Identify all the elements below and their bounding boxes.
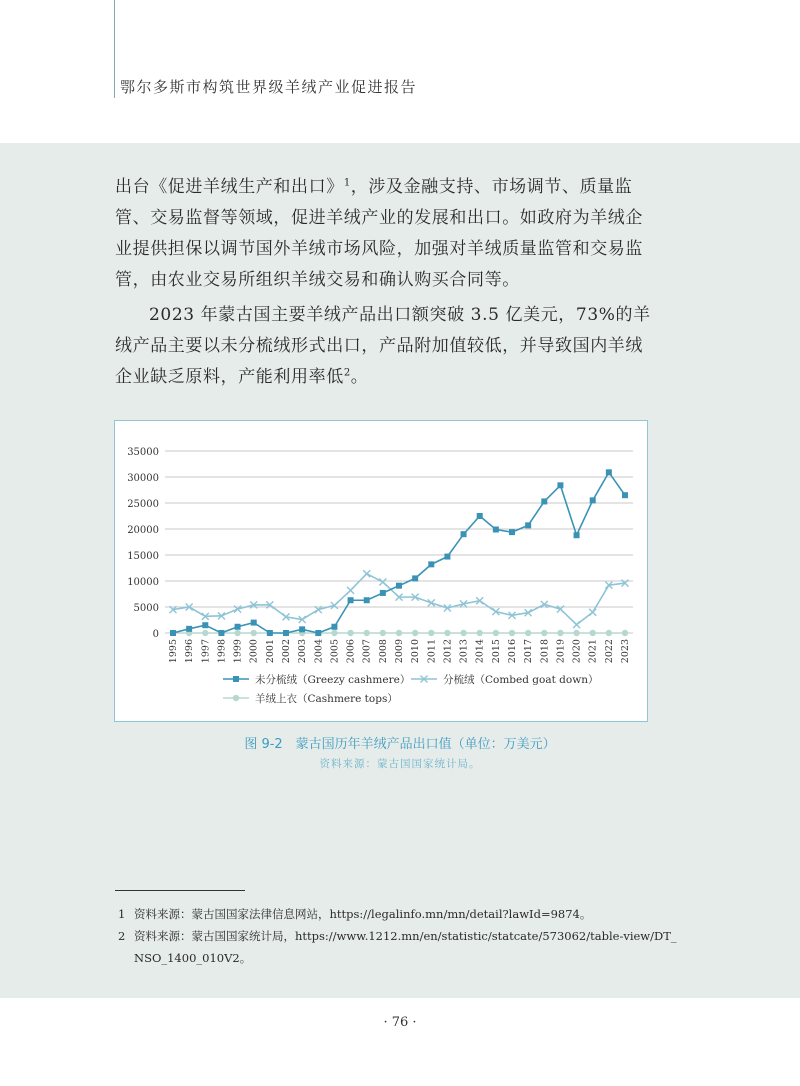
x-tick-label: 1998	[216, 639, 228, 664]
legend-swatch-marker	[233, 695, 239, 701]
x-tick-label: 2019	[555, 639, 567, 664]
x-tick-label: 1996	[184, 639, 196, 664]
series-2-point	[460, 630, 466, 636]
footnote-1-number: 1	[118, 907, 126, 921]
figure-source: 资料来源：蒙古国国家统计局。	[319, 758, 481, 770]
series-2-point	[412, 630, 418, 636]
y-tick-label: 0	[152, 629, 159, 640]
series-0-point	[461, 531, 467, 537]
x-tick-label: 2008	[377, 639, 389, 664]
footnote-2-number: 2	[118, 929, 126, 943]
series-2-point	[509, 630, 515, 636]
x-tick-label: 2001	[264, 639, 276, 664]
series-2-point	[347, 630, 353, 636]
paragraph-2	[115, 300, 660, 393]
series-2-point	[493, 630, 499, 636]
legend-label: 羊绒上衣（Cashmere tops）	[255, 693, 398, 705]
y-tick-label: 35000	[127, 447, 159, 458]
x-tick-label: 2000	[248, 639, 260, 664]
series-0-point	[170, 630, 176, 636]
legend-label: 分梳绒（Combed goat down）	[443, 674, 599, 686]
series-1-point	[379, 579, 386, 586]
series-0-point	[235, 624, 241, 630]
x-tick-label: 2009	[394, 639, 405, 664]
series-0-point	[606, 469, 612, 475]
series-0-point	[299, 626, 305, 632]
footnote-ref-2[interactable]: 2	[343, 367, 351, 379]
y-tick-label: 30000	[127, 473, 159, 484]
series-0-point	[267, 630, 273, 636]
paragraph-2-text: 2023 年蒙古国主要羊绒产品出口额突破 3.5 亿美元，73%的羊绒产品主要以未分梳绒形式出口，产品附加值较低，并导致国内羊绒企业缺乏原料，产能利用率低	[115, 305, 651, 387]
series-0-point	[557, 482, 563, 488]
series-0-point	[525, 522, 531, 528]
x-tick-label: 2016	[507, 639, 518, 664]
x-tick-label: 2003	[297, 639, 309, 664]
figure-caption: 图 9-2 蒙古国历年羊绒产品出口值（单位：万美元）	[244, 737, 556, 752]
line-chart	[115, 421, 647, 721]
series-0-point	[412, 575, 418, 581]
x-tick-label: 1995	[168, 639, 179, 664]
series-2-point	[477, 630, 483, 636]
series-0-point	[315, 630, 321, 636]
series-0-point	[574, 532, 580, 538]
x-tick-label: 2017	[523, 639, 535, 664]
running-header-title: 鄂尔多斯市构筑世界级羊绒产业促进报告	[120, 78, 418, 96]
footnote-2-text: 资料来源：蒙古国国家统计局，https://www.1212.mn/en/statistic/statcate/573062/table-view/DT_	[134, 929, 677, 943]
series-0-point	[444, 554, 450, 560]
series-2-point	[396, 630, 402, 636]
series-0-point	[493, 527, 499, 533]
paragraph-1	[115, 172, 660, 296]
y-tick-label: 20000	[127, 525, 159, 536]
footnote-ref-1[interactable]: 1	[343, 177, 351, 189]
x-tick-label: 2014	[474, 639, 486, 664]
series-2-point	[590, 630, 596, 636]
series-2-point	[541, 630, 547, 636]
series-2-point	[251, 630, 257, 636]
footnote-2	[118, 925, 678, 969]
series-2-point	[525, 630, 531, 636]
x-tick-label: 2006	[345, 639, 357, 664]
x-tick-label: 2013	[458, 639, 470, 664]
series-0-point	[218, 630, 224, 636]
series-0-point	[364, 597, 370, 603]
series-2-point	[331, 630, 337, 636]
x-tick-label: 2022	[603, 639, 615, 664]
series-1-point	[573, 621, 580, 628]
x-tick-label: 2023	[620, 639, 631, 664]
y-tick-label: 5000	[133, 603, 159, 614]
x-tick-label: 2018	[539, 639, 551, 664]
x-tick-label: 2012	[442, 639, 454, 664]
series-0-point	[590, 497, 596, 503]
series-0-point	[477, 513, 483, 519]
header-rule	[114, 0, 115, 98]
series-0-point	[251, 620, 257, 626]
series-0-point	[331, 624, 337, 630]
series-1-point	[589, 609, 596, 616]
series-0-point	[622, 492, 628, 498]
series-2-point	[444, 630, 450, 636]
series-1-point	[347, 587, 354, 594]
footnote-rule	[115, 890, 245, 891]
series-2-point	[202, 630, 208, 636]
legend-swatch-marker	[233, 676, 239, 682]
x-tick-label: 2011	[426, 639, 438, 664]
y-tick-label: 25000	[127, 499, 159, 510]
x-tick-label: 2010	[410, 639, 422, 664]
series-2-point	[428, 630, 434, 636]
series-1-point	[363, 570, 370, 577]
legend-label: 未分梳绒（Greezy cashmere）	[255, 674, 411, 686]
series-0-point	[283, 630, 289, 636]
series-0-point	[396, 583, 402, 589]
x-tick-label: 1997	[200, 639, 212, 664]
paragraph-2-end: 。	[350, 367, 369, 387]
x-tick-label: 2021	[587, 639, 599, 664]
series-0-point	[186, 626, 192, 632]
series-0-point	[509, 529, 515, 535]
series-2-point	[364, 630, 370, 636]
series-0-point	[202, 622, 208, 628]
paragraph-1-rest: ，涉及金融支持、市场调节、质量监管、交易监督等领域，促进羊绒产业的发展和出口。如政府为羊绒企业提供担保以调节国外羊绒市场风险，加强对羊绒质量监管和交易监管，由农业交易所组织羊绒交易和确认购买合同等。	[115, 177, 643, 290]
y-tick-label: 15000	[127, 551, 159, 562]
series-2-point	[622, 630, 628, 636]
series-2-point	[606, 630, 612, 636]
series-2-point	[557, 630, 563, 636]
page-number: · 76 ·	[383, 1015, 417, 1030]
series-0-point	[541, 498, 547, 504]
footnote-1	[118, 903, 678, 925]
chart-container	[114, 420, 648, 722]
footnote-1-text: 资料来源：蒙古国国家法律信息网站，https://legalinfo.mn/mn/detail?lawId=9874。	[134, 907, 592, 921]
x-tick-label: 2002	[281, 639, 292, 664]
x-tick-label: 2015	[490, 639, 502, 664]
x-tick-label: 1999	[232, 639, 244, 664]
x-tick-label: 2020	[571, 639, 583, 664]
series-0-point	[348, 597, 354, 603]
paragraph-1-text: 出台《促进羊绒生产和出口》	[115, 177, 344, 197]
series-0-point	[380, 590, 386, 596]
series-2-point	[573, 630, 579, 636]
x-tick-label: 2004	[313, 639, 325, 664]
series-0-point	[428, 561, 434, 567]
y-tick-label: 10000	[127, 577, 159, 588]
x-tick-label: 2007	[361, 639, 373, 664]
x-tick-label: 2005	[329, 639, 341, 664]
series-2-point	[380, 630, 386, 636]
footnote-2-continuation: NSO_1400_010V2。	[134, 951, 252, 965]
series-2-point	[234, 630, 240, 636]
